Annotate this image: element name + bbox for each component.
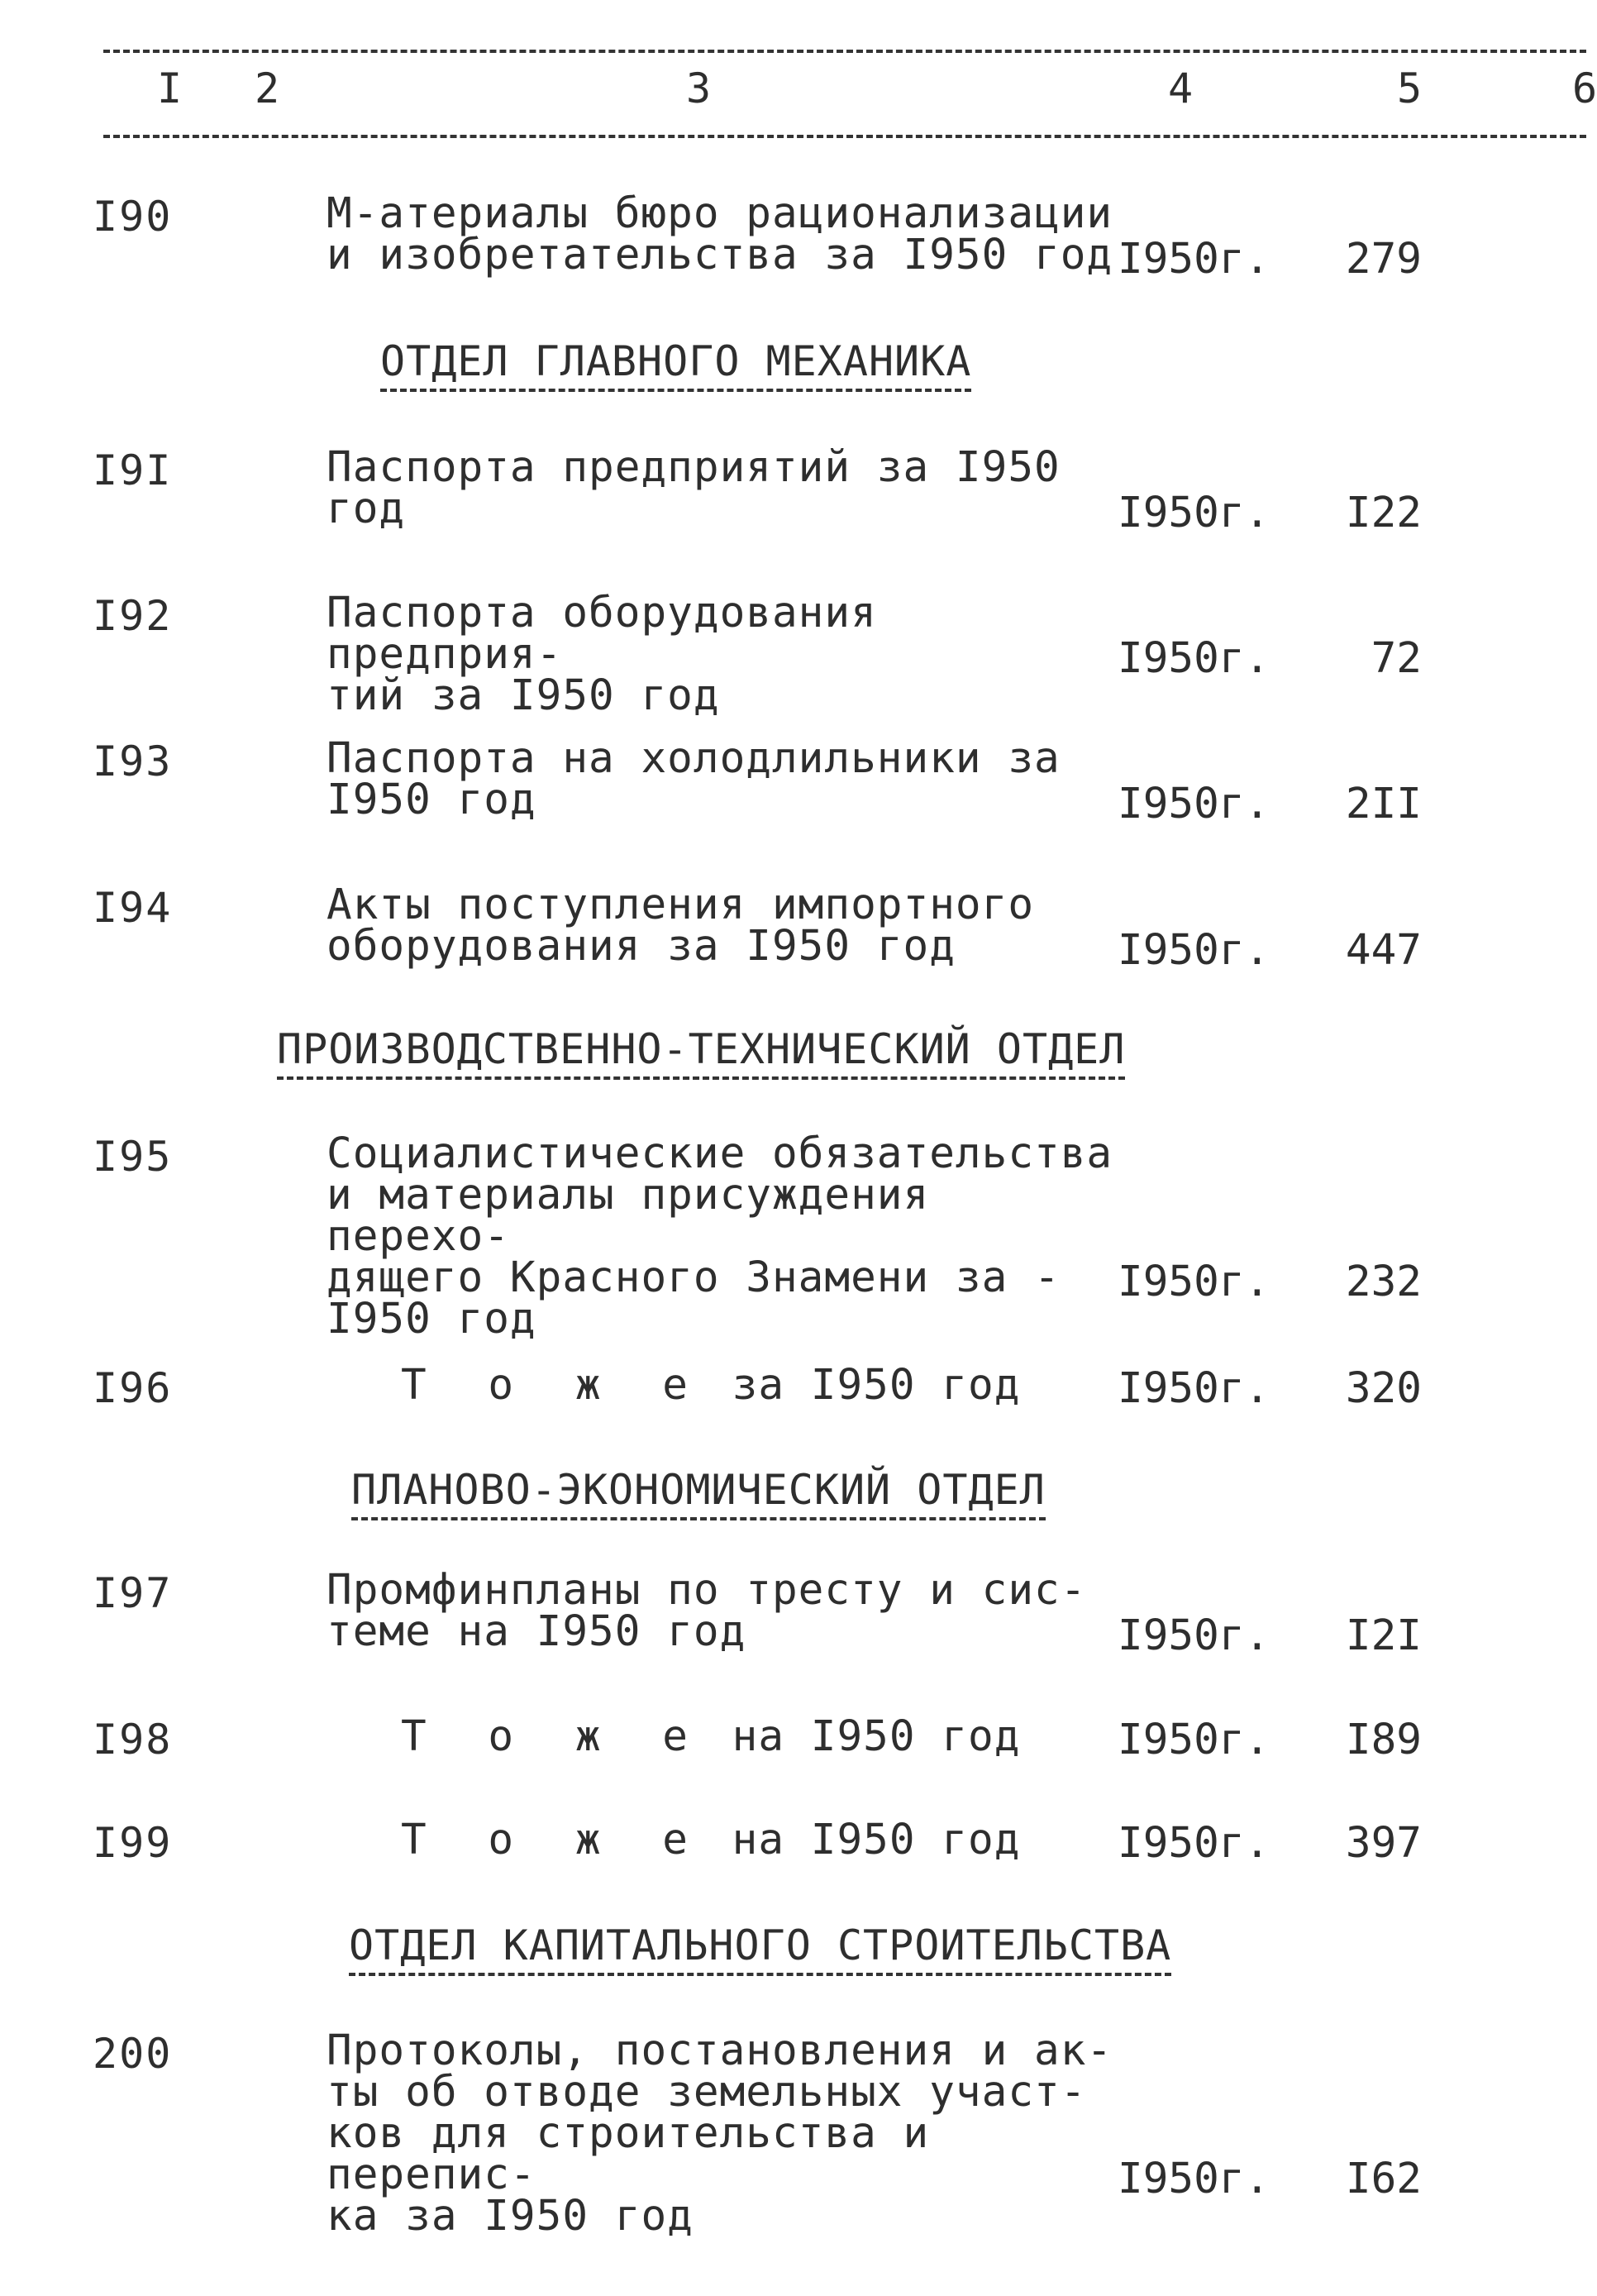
item-title-rest: на I950 год: [732, 1816, 1021, 1864]
section-heading-production-technical: ПРОИЗВОДСТВЕННО-ТЕХНИЧЕСКИЙ ОТДЕЛ: [277, 1025, 1125, 1080]
col-header-2: 2: [255, 64, 280, 112]
item-number: I95: [93, 1133, 173, 1181]
col-header-5: 5: [1397, 64, 1423, 112]
same-marker: Т о ж е: [401, 1712, 706, 1761]
header-bottom-rule: [103, 135, 1586, 138]
item-title: Паспорта на холодлильники за I950 год: [327, 734, 1061, 824]
same-marker: Т о ж е: [401, 1361, 706, 1410]
col-header-6: 6: [1572, 64, 1597, 112]
item-title: Паспорта предприятий за I950 год: [327, 443, 1061, 533]
item-number: I93: [93, 737, 173, 785]
item-title: Паспорта оборудования предприя- тий за I950 год: [327, 589, 877, 720]
section-heading-chief-mechanic: ОТДЕЛ ГЛАВНОГО МЕХАНИКА: [380, 337, 971, 392]
item-number: 200: [93, 2030, 173, 2078]
item-sheets: I2I: [1345, 1611, 1422, 1660]
item-sheets: I22: [1345, 489, 1422, 537]
item-title: Акты поступления импортного оборудования за I950 год: [327, 881, 1035, 971]
item-year: I950г.: [1118, 1716, 1270, 1764]
item-number: I92: [93, 592, 173, 640]
item-title: [401, 1361, 1029, 1410]
item-number: I97: [93, 1569, 173, 1617]
item-number: I98: [93, 1716, 173, 1764]
item-title: Протоколы, постановления и ак- ты об отводе земельных участ- ков для строительства и перепис- ка за I950 год: [327, 2026, 1113, 2241]
same-marker: Т о ж е: [401, 1816, 706, 1864]
item-sheets: I89: [1345, 1716, 1422, 1764]
item-title: Социалистические обязательства и материалы присуждения перехо- дящего Красного Знамени за - I950 год: [327, 1129, 1113, 1344]
item-number: I94: [93, 884, 173, 932]
item-year: I950г.: [1118, 1258, 1270, 1306]
item-number: I96: [93, 1364, 173, 1412]
item-title-rest: за I950 год: [732, 1361, 1021, 1410]
section-heading-planning-economic: ПЛАНОВО-ЭКОНОМИЧЕСКИЙ ОТДЕЛ: [351, 1466, 1046, 1520]
item-number: I99: [93, 1819, 173, 1867]
item-sheets: 72: [1371, 634, 1422, 683]
item-sheets: 397: [1345, 1819, 1422, 1868]
item-title: [401, 1816, 1029, 1864]
item-sheets: I62: [1345, 2155, 1422, 2203]
item-number: I9I: [93, 446, 173, 494]
item-year: I950г.: [1118, 1819, 1270, 1868]
item-sheets: 2II: [1345, 780, 1422, 828]
item-title: Промфинпланы по тресту и сис- теме на I950 год: [327, 1566, 1087, 1656]
section-heading-capital-construction: ОТДЕЛ КАПИТАЛЬНОГО СТРОИТЕЛЬСТВА: [349, 1921, 1171, 1976]
item-number: I90: [93, 193, 173, 241]
col-header-4: 4: [1168, 64, 1194, 112]
item-title: [401, 1712, 1029, 1761]
item-year: I950г.: [1118, 926, 1270, 975]
item-sheets: 232: [1345, 1258, 1422, 1306]
item-sheets: 320: [1345, 1364, 1422, 1413]
item-title: М-атериалы бюро рационализации и изобретательства за I950 год: [327, 189, 1113, 279]
item-year: I950г.: [1118, 780, 1270, 828]
item-year: I950г.: [1118, 2155, 1270, 2203]
col-header-3: 3: [686, 64, 712, 112]
item-year: I950г.: [1118, 1364, 1270, 1413]
col-header-1: I: [157, 64, 183, 112]
item-year: I950г.: [1118, 1611, 1270, 1660]
item-year: I950г.: [1118, 634, 1270, 683]
item-title-rest: на I950 год: [732, 1712, 1021, 1761]
item-sheets: 447: [1345, 926, 1422, 975]
item-year: I950г.: [1118, 235, 1270, 284]
item-sheets: 279: [1345, 235, 1422, 284]
header-top-rule: [103, 50, 1586, 53]
item-year: I950г.: [1118, 489, 1270, 537]
